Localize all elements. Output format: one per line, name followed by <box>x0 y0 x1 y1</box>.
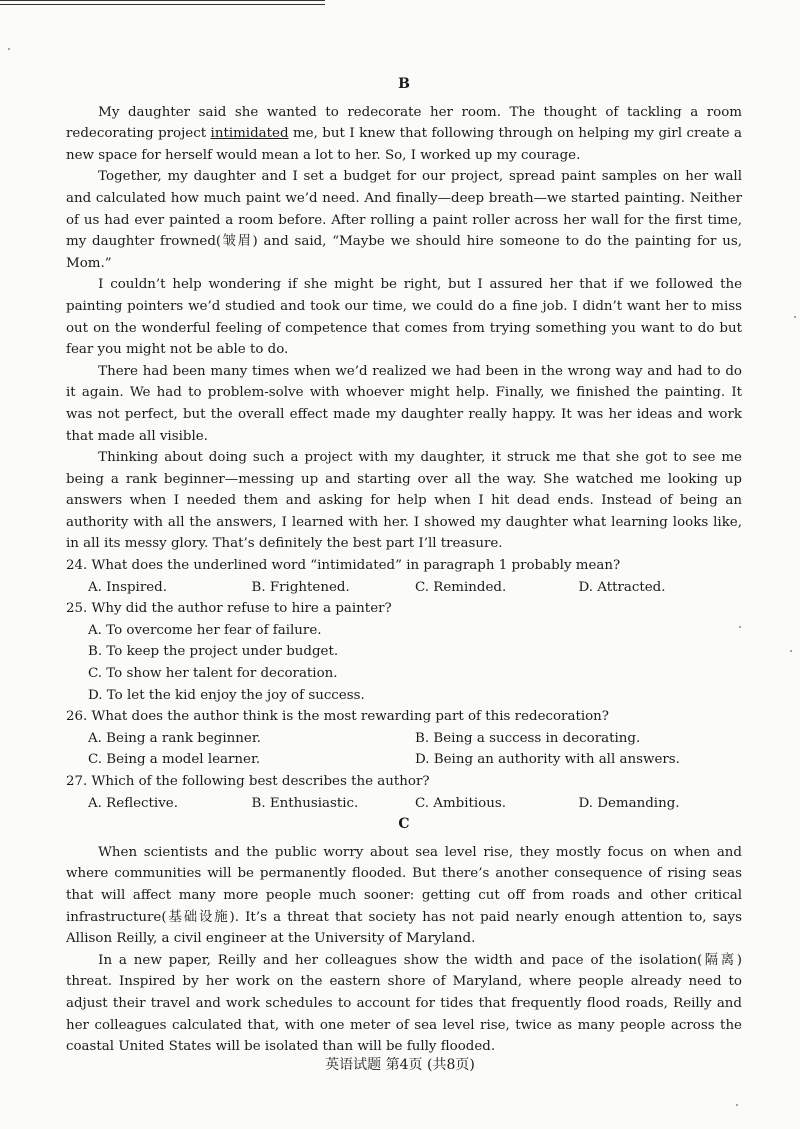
paragraph-c1: When scientists and the public worry about sea level rise, they mostly focus on when and where communities will be permanently flooded. But there’s another consequence of rising seas that will affect many more people much sooner: getting cut off from roads and other critical infrastructure(基础设施). It’s a threat that society has not paid nearly enough attention to, says Allison Reilly, a civil engineer at the University of Maryland. <box>66 844 742 947</box>
options-row <box>66 749 742 771</box>
scan-speck <box>8 48 10 50</box>
question-27 <box>66 771 742 814</box>
option-d: D. Attracted. <box>578 579 666 595</box>
question-stem: 27. Which of the following best describes the author? <box>66 774 430 789</box>
paragraph-b1: My daughter said she wanted to redecorate her room. The thought of tackling a room redecorating project intimidated me, but I knew that following through on helping my girl create a new space for herself would mean a lot to her. So, I worked up my courage. <box>66 104 742 163</box>
options-row <box>66 577 742 599</box>
paragraph-c2: In a new paper, Reilly and her colleagues show the width and pace of the isolation(隔离) threat. Inspired by her work on the eastern shore of Maryland, where people already need to adjust their travel and work schedules to account for tides that frequently flood roads, Reilly and her colleagues calculated that, with one meter of sea level rise, twice as many people across the coastal United States will be isolated than will be fully flooded. <box>66 952 742 1055</box>
options-row <box>66 793 742 815</box>
option-b: B. Frightened. <box>251 579 350 595</box>
question-25 <box>66 598 742 706</box>
paragraph-b3: I couldn’t help wondering if she might be right, but I assured her that if we followed the painting pointers we’d studied and took our time, we could do a fine job. I didn’t want her to miss out on the wonderful feeling of competence that comes from trying something you want to do but fear you might not be able to do. <box>66 277 742 358</box>
option-a: A. To overcome her fear of failure. <box>88 622 322 638</box>
option-c: C. Reminded. <box>415 579 507 595</box>
option-b: B. Enthusiastic. <box>251 795 359 811</box>
option-b: B. To keep the project under budget. <box>88 644 339 660</box>
option-d: D. To let the kid enjoy the joy of success. <box>88 687 365 703</box>
question-stem: 25. Why did the author refuse to hire a painter? <box>66 601 392 617</box>
document-body <box>66 74 742 1058</box>
options-row <box>66 728 742 750</box>
question-stem: 26. What does the author think is the most rewarding part of this redecoration? <box>66 709 609 725</box>
scan-speck <box>794 316 796 318</box>
option-a: A. Inspired. <box>88 579 167 595</box>
underlined-word: intimidated <box>210 126 289 142</box>
scan-speck <box>739 626 741 628</box>
option-d: D. Demanding. <box>578 795 680 811</box>
paragraph-b5: Thinking about doing such a project with my daughter, it struck me that she got to see me being a rank beginner—messing up and starting over all the way. She watched me looking up answers when I needed them and asking for help when I hit dead ends. Instead of being an authority with all the answers, I learned with her. I showed my daughter what learning looks like, in all its messy glory. That’s definitely the best part I’ll treasure. <box>66 450 742 552</box>
option-b: B. Being a success in decorating. <box>415 730 641 746</box>
scan-speck <box>790 650 792 652</box>
paragraph-b4: There had been many times when we’d realized we had been in the wrong way and had to do it again. We had to problem-solve with whoever might help. Finally, we finished the painting. It was not perfect, but the overall effect made my daughter really happy. It was her ideas and work that made all visible. <box>66 363 742 444</box>
question-26 <box>66 706 742 771</box>
paragraph-b2: Together, my daughter and I set a budget for our project, spread paint samples on her wall and calculated how much paint we’d need. And finally—deep breath—we started painting. Neither of us had ever painted a room before. After rolling a paint roller across her wall for the first time, my daughter frowned(皱眉) and said, “Maybe we should hire someone to do the painting for us, Mom.” <box>66 169 742 271</box>
page-footer: 英语试题 第4页 (共8页) <box>325 1057 475 1073</box>
option-c: C. Being a model learner. <box>88 752 261 768</box>
option-d: D. Being an authority with all answers. <box>415 752 680 768</box>
scan-speck <box>736 1104 738 1106</box>
option-c: C. Ambitious. <box>415 795 506 811</box>
option-a: A. Reflective. <box>88 795 178 811</box>
top-rule <box>0 0 325 1</box>
question-24 <box>66 555 742 598</box>
question-stem: 24. What does the underlined word “intimidated” in paragraph 1 probably mean? <box>66 558 621 574</box>
option-c: C. To show her talent for decoration. <box>88 666 338 682</box>
section-c-heading: C <box>398 816 410 833</box>
top-rule-2 <box>0 4 325 5</box>
option-a: A. Being a rank beginner. <box>88 730 262 746</box>
section-b-heading: B <box>398 76 410 92</box>
